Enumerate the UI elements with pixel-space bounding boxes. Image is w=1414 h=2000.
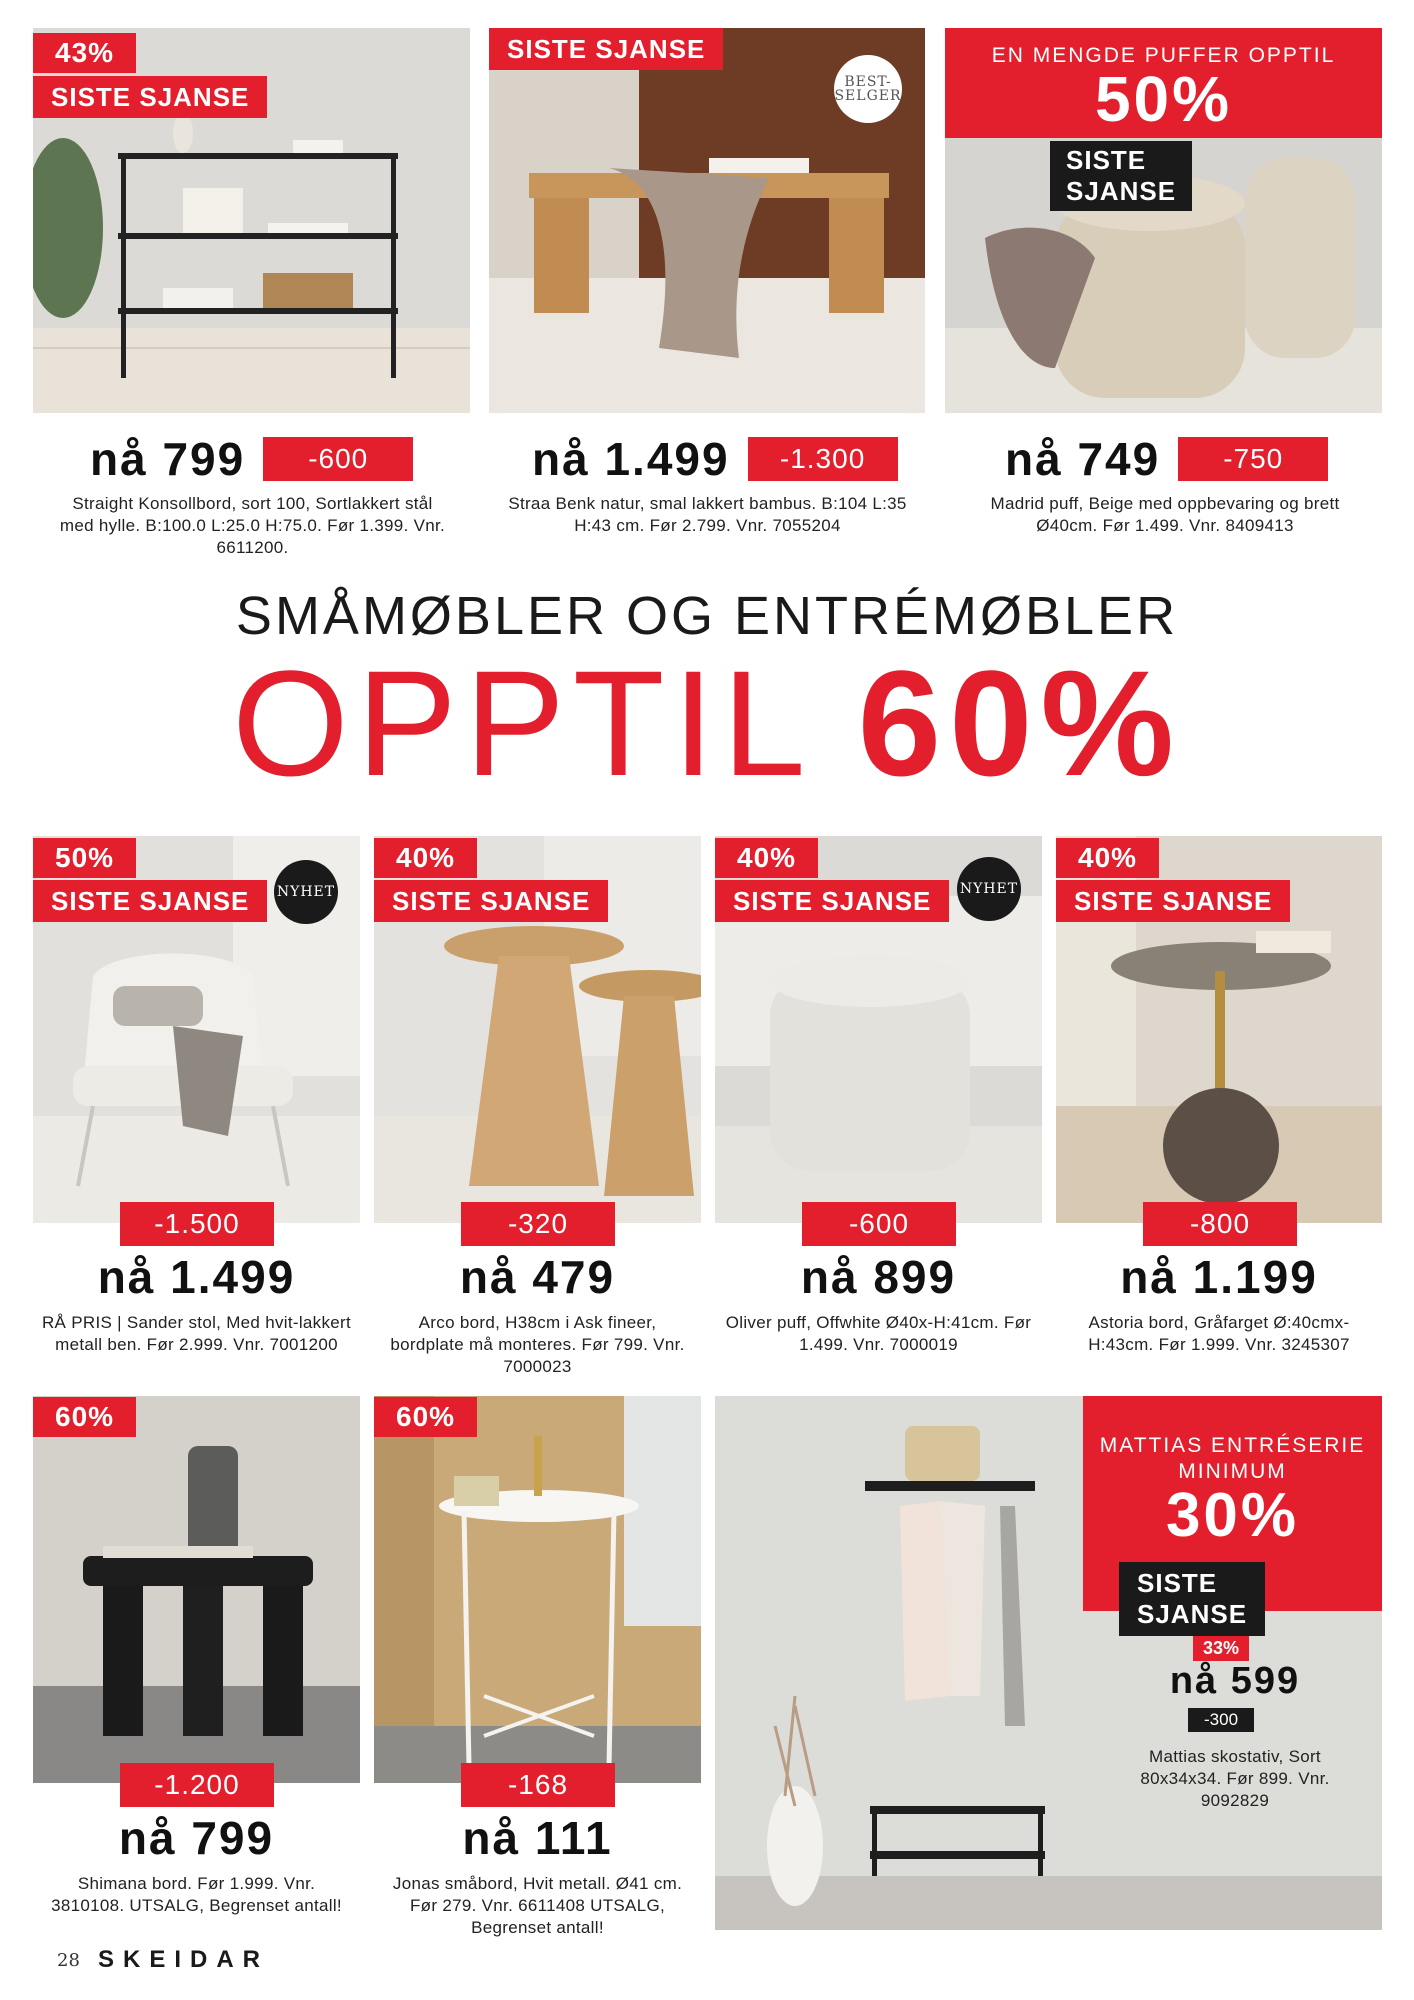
siste-sjanse-tag: SISTE SJANSE <box>33 880 267 922</box>
discount-percent-tag: 40% <box>715 838 818 878</box>
banner-percent: 50% <box>1094 63 1233 135</box>
price-row <box>33 1250 360 1304</box>
siste-sjanse-tag: SISTE SJANSE <box>489 28 723 70</box>
current-price: nå 1.499 <box>97 1251 296 1303</box>
discount-amount: -300 <box>1188 1708 1254 1732</box>
discount-percent-tag: 60% <box>374 1397 477 1437</box>
discount-amount: -1.300 <box>748 437 898 481</box>
banner-line: MINIMUM <box>1178 1460 1287 1483</box>
price-row <box>90 432 413 486</box>
puff-promo-banner <box>945 28 1382 138</box>
current-price: nå 1.199 <box>1120 1251 1318 1303</box>
product-description: Shimana bord. Før 1.999. Vnr. 3810108. UTSALG, Begrenset antall! <box>51 1874 342 1915</box>
headline-percent: 60% <box>857 639 1182 807</box>
discount-amount: -600 <box>263 437 413 481</box>
banner-percent: 30% <box>1165 1481 1300 1550</box>
siste-sjanse-tag: SISTE SJANSE <box>374 880 608 922</box>
discount-percent-tag: 43% <box>33 33 136 73</box>
discount-percent-tag: 40% <box>1056 838 1159 878</box>
current-price: nå 749 <box>1005 433 1161 485</box>
page-number: 28 <box>57 1950 80 1971</box>
siste-sjanse-tag: SISTE SJANSE <box>1056 880 1290 922</box>
discount-percent-tag: 50% <box>33 838 136 878</box>
product-description: Oliver puff, Offwhite Ø40x-H:41cm. Før 1.499. Vnr. 7000019 <box>725 1313 1032 1354</box>
price-row <box>33 1811 360 1865</box>
discount-amount: -750 <box>1178 437 1328 481</box>
price-row <box>1056 1250 1382 1304</box>
discount-amount: -320 <box>461 1202 615 1246</box>
product-description: Madrid puff, Beige med oppbevaring og brett Ø40cm. Før 1.499. Vnr. 8409413 <box>990 494 1340 535</box>
product-image-shimana-table <box>33 1396 360 1783</box>
siste-sjanse-tag: SISTE SJANSE <box>33 76 267 118</box>
discount-percent-tag: 60% <box>33 1397 136 1437</box>
headline-main <box>0 639 1414 807</box>
nyhet-badge: NYHET <box>957 857 1021 921</box>
bestseller-badge: BEST-SELGER <box>834 55 902 123</box>
banner-line: EN MENGDE PUFFER OPPTIL <box>991 44 1336 67</box>
nyhet-badge: NYHET <box>274 860 338 924</box>
product-description: Straight Konsollbord, sort 100, Sortlakkert stål med hylle. B:100.0 L:25.0 H:75.0. Før 1.399. Vnr. 6611200. <box>59 494 446 557</box>
current-price: nå 479 <box>459 1251 616 1303</box>
brand-logo: SKEIDAR <box>98 1946 270 1973</box>
product-description: Straa Benk natur, smal lakkert bambus. B:104 L:35 H:43 cm. Før 2.799. Vnr. 7055204 <box>508 494 907 535</box>
price-row <box>1115 1660 1355 1703</box>
current-price: nå 899 <box>800 1251 957 1303</box>
siste-sjanse-tag: SISTE SJANSE <box>1119 1562 1265 1636</box>
price-row <box>374 1250 701 1304</box>
price-row <box>1005 432 1328 486</box>
product-description: Arco bord, H38cm i Ask fineer, bordplate må monteres. Før 799. Vnr. 7000023 <box>390 1313 685 1376</box>
headline-opptil: OPPTIL <box>232 639 808 807</box>
discount-amount: -168 <box>461 1763 615 1807</box>
siste-sjanse-tag: SISTE SJANSE <box>1050 141 1192 211</box>
product-image-jonas-table <box>374 1396 701 1783</box>
discount-amount: -800 <box>1143 1202 1297 1246</box>
siste-sjanse-tag: SISTE SJANSE <box>715 880 949 922</box>
product-description: Jonas småbord, Hvit metall. Ø41 cm. Før 279. Vnr. 6611408 UTSALG, Begrenset antall! <box>392 1874 683 1937</box>
current-price: nå 1.499 <box>532 433 730 485</box>
current-price: nå 799 <box>118 1812 275 1864</box>
banner-line: MATTIAS ENTRÉSERIE <box>1099 1434 1366 1457</box>
product-description: Astoria bord, Gråfarget Ø:40cmx-H:43cm. Før 1.999. Vnr. 3245307 <box>1088 1313 1350 1354</box>
product-description: Mattias skostativ, Sort 80x34x34. Før 899. Vnr. 9092829 <box>1140 1747 1330 1810</box>
current-price: nå 799 <box>90 433 246 485</box>
price-row <box>715 1250 1042 1304</box>
discount-percent-tag: 33% <box>1193 1636 1249 1661</box>
discount-amount: -1.500 <box>120 1202 274 1246</box>
product-description: RÅ PRIS | Sander stol, Med hvit-lakkert metall ben. Før 2.999. Vnr. 7001200 <box>41 1313 351 1354</box>
price-row <box>374 1811 701 1865</box>
headline-subtitle: SMÅMØBLER OG ENTRÉMØBLER <box>235 586 1179 646</box>
discount-amount: -1.200 <box>120 1763 274 1807</box>
current-price: nå 599 <box>1169 1660 1301 1702</box>
discount-amount: -600 <box>802 1202 956 1246</box>
price-row <box>532 432 898 486</box>
current-price: nå 111 <box>462 1812 613 1864</box>
discount-percent-tag: 40% <box>374 838 477 878</box>
